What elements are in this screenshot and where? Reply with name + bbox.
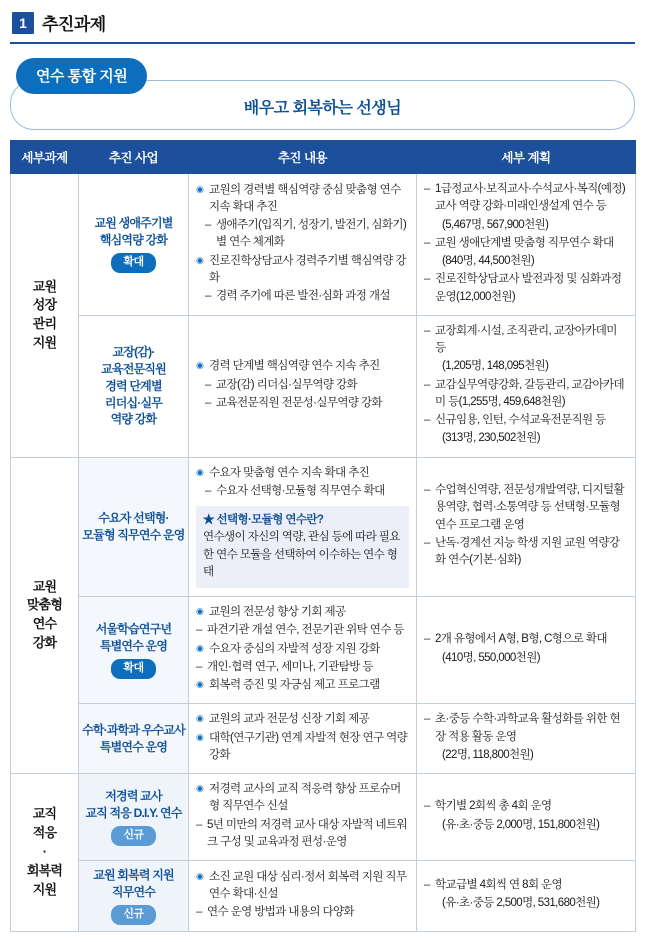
- plan-cell: [417, 457, 636, 597]
- table-row: [11, 704, 636, 774]
- project-label-line: 교육전문직원: [101, 361, 166, 376]
- plan-list: [424, 631, 628, 667]
- plan-list-item: (1,205명, 148,095천원): [442, 360, 549, 373]
- plan-list-item: – 교원 생애단계별 맞춤형 직무연수 확대: [424, 235, 628, 252]
- group-label-line: 강화: [32, 635, 57, 651]
- plan-list: [424, 482, 628, 569]
- plan-list-item: – 학교급별 4회씩 연 8회 운영: [424, 877, 628, 894]
- plan-cell: [417, 861, 636, 932]
- content-list-item: – 개인·협력 연구, 세미나, 기관탐방 등: [196, 659, 409, 676]
- initiatives-table: [10, 140, 636, 932]
- plan-list-item: (5,467명, 567,900천원): [442, 218, 549, 231]
- content-list-item: ◉ 수요자 중심의 자발적 성장 지원 강화: [196, 641, 409, 658]
- table-row: [11, 774, 636, 861]
- group-cell: [11, 174, 79, 458]
- content-list: [196, 604, 409, 694]
- table-body: [11, 174, 636, 932]
- group-label-line: ·: [42, 844, 47, 860]
- content-list-item: ◉ 교원의 전문성 향상 기회 제공: [196, 604, 409, 621]
- plan-list-item: (840명, 44,500천원): [442, 255, 535, 267]
- group-label-line: 연수: [32, 616, 57, 632]
- content-cell: [189, 174, 417, 316]
- project-label-line: 모듈형 직무연수 운영: [82, 527, 185, 542]
- content-list-item: ◉ 대학(연구기관) 연계 자발적 현장 연구 역량 강화: [196, 730, 409, 765]
- content-cell: [189, 774, 417, 861]
- table-row: [11, 597, 636, 704]
- plan-list: [424, 711, 628, 764]
- project-label-line: 서울학습연구년: [95, 622, 172, 637]
- project-cell: [79, 597, 189, 704]
- plan-cell: [417, 597, 636, 704]
- project-label-line: 특별연수 운영: [99, 638, 168, 653]
- group-label-line: 맞춤형: [26, 597, 63, 613]
- project-label-line: 경력 단계별: [105, 378, 162, 393]
- content-list-item: – 5년 미만의 저경력 교사 대상 자발적 네트워크 구성 및 교육과정 편성·운영: [196, 817, 409, 852]
- plan-list: [424, 181, 628, 306]
- status-badge: 확대: [111, 659, 155, 679]
- content-cell: [189, 704, 417, 774]
- plan-list-item: – 수업혁신역량, 전문성개발역량, 디지털활용역량, 협력·소통역량 등 선택형·모듈형 연수 프로그램 운영: [424, 482, 628, 534]
- page-title: 추진과제: [42, 15, 106, 34]
- project-cell: [79, 457, 189, 597]
- project-label-line: 교원 생애주기별: [94, 216, 173, 231]
- content-list-item: ◉ 회복력 증진 및 자긍심 제고 프로그램: [196, 677, 409, 694]
- plan-list-item: – 난독·경계선 지능 학생 지원 교원 역량강화 연수(기본·심화): [424, 535, 628, 570]
- plan-cell: [417, 774, 636, 861]
- plan-list-item: – 교감실무역량강화, 갈등관리, 교감아카데미 등(1,255명, 459,648천원): [424, 377, 628, 412]
- group-label-line: 교원: [32, 278, 57, 294]
- project-cell: [79, 704, 189, 774]
- info-note-body: 연수생이 자신의 역량, 관심 등에 따라 필요한 연수 모듈을 선택하여 이수하는 연수 형태: [203, 531, 400, 578]
- content-list: [196, 465, 409, 501]
- group-label-line: 회복력: [26, 862, 63, 878]
- content-list-item: ◉ 진로진학상담교사 경력주기별 핵심역량 강화: [196, 253, 409, 288]
- content-list-item: ◉ 수요자 맞춤형 연수 지속 확대 추진: [196, 465, 409, 482]
- content-list-item: – 생애주기(입직기, 성장기, 발전기, 심화기)별 연수 체계화: [196, 217, 409, 252]
- group-label-line: 성장: [32, 297, 57, 313]
- plan-cell: [417, 704, 636, 774]
- plan-list-item: – 초·중등 수학·과학교육 활성화를 위한 현장 적용 활동 운영: [424, 711, 628, 746]
- content-list-item: – 수요자 선택형·모듈형 직무연수 확대: [196, 483, 409, 500]
- section-number: 1: [12, 12, 34, 34]
- content-cell: [189, 315, 417, 457]
- content-list: [196, 358, 409, 412]
- plan-list-item: (유·초·중등 2,500명, 531,680천원): [442, 897, 600, 910]
- content-list-item: ◉ 교원의 경력별 핵심역량 중심 맞춤형 연수 지속 확대 추진: [196, 182, 409, 217]
- col-header-subtask: 세부과제: [11, 141, 79, 174]
- info-note-title: ★ 선택형·모듈형 연수란?: [203, 514, 324, 526]
- table-row: [11, 315, 636, 457]
- content-list: [196, 781, 409, 851]
- content-list: [196, 182, 409, 306]
- content-cell: [189, 597, 417, 704]
- project-label-line: 역량 강화: [110, 412, 157, 427]
- content-list-item: ◉ 교원의 교과 전문성 신장 기회 제공: [196, 711, 409, 728]
- content-list-item: – 파견기관 개설 연수, 전문기관 위탁 연수 등: [196, 622, 409, 639]
- table-row: [11, 174, 636, 316]
- slogan-text: 배우고 회복하는 선생님: [243, 100, 402, 117]
- group-label-line: 관리: [32, 316, 57, 332]
- info-note: [196, 506, 409, 588]
- project-label-line: 수학·과학과 우수교사: [82, 722, 185, 737]
- plan-list-item: – 2개 유형에서 A형, B형, C형으로 확대: [424, 631, 628, 648]
- plan-list: [424, 877, 628, 913]
- section-header: [10, 6, 635, 39]
- group-label-line: 교직: [32, 806, 57, 822]
- project-cell: [79, 861, 189, 932]
- project-label-line: 저경력 교사: [105, 789, 162, 803]
- project-cell: [79, 174, 189, 316]
- plan-list-item: – 교장회계·시설, 조직관리, 교장아카데미 등: [424, 323, 628, 358]
- project-label-line: 직무연수: [111, 884, 156, 899]
- plan-cell: [417, 315, 636, 457]
- project-label-line: 리더십·실무: [104, 395, 163, 410]
- plan-list: [424, 323, 628, 448]
- project-label-line: 교직 적응 D.I.Y. 연수: [85, 805, 182, 820]
- group-label-line: 적응: [32, 825, 57, 841]
- col-header-content: 추진 내용: [189, 141, 417, 174]
- content-list-item: – 연수 운영 방법과 내용의 다양화: [196, 904, 409, 921]
- table-row: [11, 861, 636, 932]
- project-label-line: 수요자 선택형·: [98, 510, 169, 525]
- content-list-item: ◉ 저경력 교사의 교직 적응력 향상 프로슈머형 직무연수 신설: [196, 781, 409, 816]
- plan-list-item: – 신규임용, 인턴, 수석교육전문직원 등: [424, 412, 628, 429]
- content-list: [196, 869, 409, 922]
- plan-list-item: – 학기별 2회씩 총 4회 운영: [424, 798, 628, 815]
- group-label-line: 교원: [32, 578, 57, 594]
- plan-list-item: – 진로진학상담교사 발전과정 및 심화과정 운영(12,000천원): [424, 271, 628, 306]
- table-header-row: [11, 141, 636, 174]
- table-row: [11, 457, 636, 597]
- content-cell: [189, 457, 417, 597]
- plan-cell: [417, 174, 636, 316]
- content-list-item: – 경력 주기에 따른 발전·심화 과정 개설: [196, 288, 409, 305]
- plan-list-item: (22명, 118,800천원): [442, 748, 534, 761]
- col-header-plan: 세부 계획: [417, 141, 636, 174]
- content-list-item: ◉ 소진 교원 대상 심리·정서 회복력 지원 직무연수 확대·신설: [196, 869, 409, 904]
- group-label-line: 지원: [32, 335, 57, 351]
- content-list: [196, 711, 409, 764]
- project-cell: [79, 774, 189, 861]
- status-badge: 신규: [111, 905, 155, 925]
- col-header-project: 추진 사업: [79, 141, 189, 174]
- header-divider: [10, 42, 635, 44]
- content-list-item: – 교육전문직원 전문성·실무역량 강화: [196, 395, 409, 412]
- status-badge: 신규: [111, 826, 155, 846]
- project-label-line: 교원 회복력 지원: [93, 868, 174, 882]
- project-cell: [79, 315, 189, 457]
- plan-list-item: – 1급정교사·보직교사·수석교사·복직(예정)교사 역량 강화·미래인생설계 연수 등: [424, 181, 628, 216]
- content-list-item: – 교장(감) 리더십·실무역량 강화: [196, 377, 409, 394]
- content-list-item: ◉ 경력 단계별 핵심역량 연수 지속 추진: [196, 358, 409, 375]
- group-label-line: 지원: [32, 881, 57, 897]
- plan-list-item: (313명, 230,502천원): [442, 432, 540, 445]
- plan-list-item: (410명, 550,000천원): [442, 651, 540, 664]
- plan-list: [424, 798, 628, 834]
- plan-list-item: (유·초·중등 2,000명, 151,800천원): [442, 818, 600, 831]
- project-label-line: 특별연수 운영: [99, 739, 168, 754]
- content-cell: [189, 861, 417, 932]
- group-cell: [11, 774, 79, 932]
- category-pill: 연수 통합 지원: [16, 58, 147, 94]
- status-badge: 확대: [111, 253, 155, 273]
- project-label-line: 교장(감)·: [112, 345, 155, 360]
- project-label-line: 핵심역량 강화: [99, 233, 168, 248]
- group-cell: [11, 457, 79, 774]
